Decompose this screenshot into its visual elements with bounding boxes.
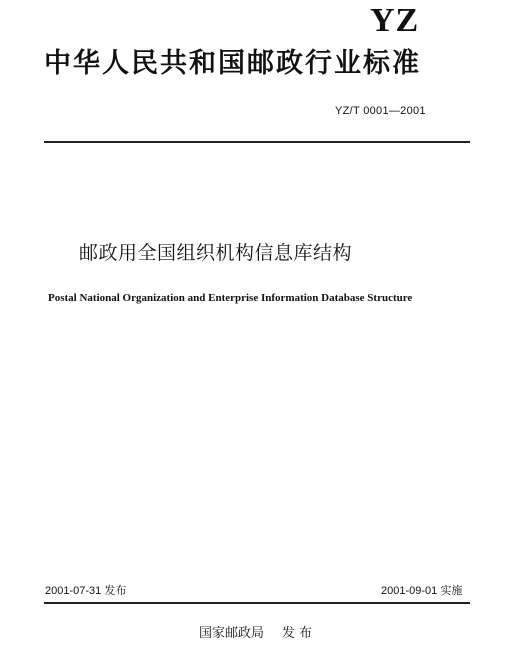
publisher-line xyxy=(199,627,312,640)
standard-number: YZ/T 0001—2001 xyxy=(335,105,426,117)
document-title-chinese: 邮政用全国组织机构信息库结构 xyxy=(79,242,353,264)
bottom-divider-line xyxy=(44,602,470,604)
standard-code-logo: YZ xyxy=(370,2,420,39)
top-divider-line xyxy=(44,141,470,143)
document-title-english: Postal National Organization and Enterprise Information Database Structure xyxy=(48,292,413,304)
implementation-date: 2001-09-01 实施 xyxy=(381,585,463,597)
publisher-name: 国家邮政局 xyxy=(199,626,265,641)
issue-date: 2001-07-31 发布 xyxy=(45,585,127,597)
publish-label: 发 布 xyxy=(282,626,313,641)
standard-category-title: 中华人民共和国邮政行业标准 xyxy=(44,48,421,79)
